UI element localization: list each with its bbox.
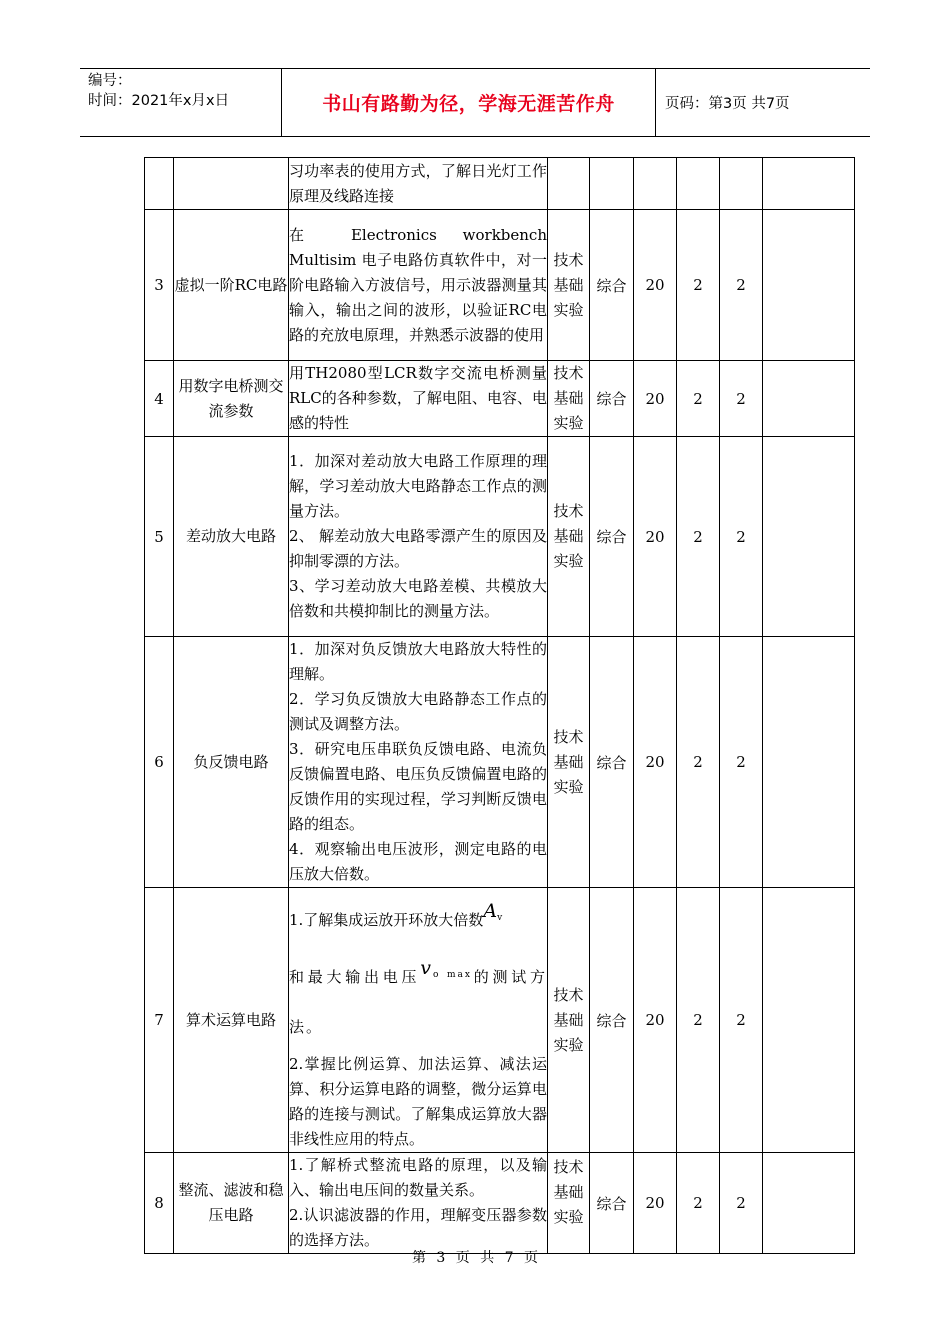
experiment-description: 1.了解桥式整流电路的原理，以及输入、输出电压间的数量关系。 2.认识滤波器的作用，理解变压器参数的选择方法。: [289, 1153, 548, 1254]
cell-value: 2: [720, 437, 763, 637]
row-number: 8: [145, 1153, 174, 1254]
table-row: [145, 888, 855, 1153]
table-row: [145, 361, 855, 437]
experiment-name: [174, 158, 289, 210]
experiment-description: 习功率表的使用方式，了解日光灯工作原理及线路连接: [289, 158, 548, 210]
symbol-av: $A_v$: [483, 900, 503, 923]
cell-value: 2: [677, 210, 720, 361]
cell-value: 20: [634, 637, 677, 888]
table-row: [145, 158, 855, 210]
experiment-type: 技术基础实验: [548, 1153, 590, 1254]
experiment-name: 用数字电桥测交流参数: [174, 361, 289, 437]
cell-value: 20: [634, 1153, 677, 1254]
experiment-description: 1．加深对负反馈放大电路放大特性的理解。 2．学习负反馈放大电路静态工作点的测试及调整方法。 3．研究电压串联负反馈电路、电流负反馈偏置电路、电压负反馈偏置电路的反馈作用的实现过程，学习判断反馈电路的组态。 4．观察输出电压波形，测定电路的电压放大倍数。: [289, 637, 548, 888]
symbol-vomax: $v_{o max}$: [420, 957, 472, 980]
table-row: [145, 637, 855, 888]
cell-value: 2: [677, 888, 720, 1153]
header-motto: 书山有路勤为径，学海无涯苦作舟: [282, 69, 656, 136]
cell-value: 2: [720, 361, 763, 437]
experiment-description: 用TH2080型LCR数字交流电桥测量RLC的各种参数，了解电阻、电容、电感的特性: [289, 361, 548, 437]
experiment-kind: 综合: [590, 361, 634, 437]
header-meta: [80, 69, 282, 136]
row-number: 6: [145, 637, 174, 888]
cell-extra: [763, 437, 855, 637]
cell-extra: [763, 637, 855, 888]
table-row: [145, 1153, 855, 1254]
experiment-description: 1．加深对差动放大电路工作原理的理解，学习差动放大电路静态工作点的测量方法。 2、 解差动放大电路零漂产生的原因及抑制零漂的方法。 3、学习差动放大电路差模、共模放大倍数和共模抑制比的测量方法。: [289, 437, 548, 637]
experiment-type: 技术基础实验: [548, 210, 590, 361]
page-footer: 第 3 页 共 7 页: [411, 1250, 539, 1266]
experiment-kind: [590, 158, 634, 210]
cell-value: [720, 158, 763, 210]
row-number: 5: [145, 437, 174, 637]
experiment-description: 在 Electronics workbench Multisim 电子电路仿真软件中，对一阶电路输入方波信号，用示波器测量其输入，输出之间的波形，以验证RC电路的充放电原理，并熟悉示波器的使用: [289, 210, 548, 361]
cell-value: 20: [634, 437, 677, 637]
cell-value: 2: [677, 1153, 720, 1254]
cell-value: 20: [634, 361, 677, 437]
experiment-type: 技术基础实验: [548, 437, 590, 637]
cell-value: 2: [720, 888, 763, 1153]
experiment-type: 技术基础实验: [548, 888, 590, 1153]
cell-value: 20: [634, 888, 677, 1153]
cell-value: 2: [677, 437, 720, 637]
row-number: 4: [145, 361, 174, 437]
cell-extra: [763, 210, 855, 361]
cell-value: 20: [634, 210, 677, 361]
cell-value: 2: [677, 637, 720, 888]
row-number: 3: [145, 210, 174, 361]
experiment-kind: 综合: [590, 210, 634, 361]
row-number: [145, 158, 174, 210]
experiment-kind: 综合: [590, 437, 634, 637]
cell-extra: [763, 158, 855, 210]
cell-value: [634, 158, 677, 210]
experiment-kind: 综合: [590, 888, 634, 1153]
header-page-info: 页码：第3页 共7页: [665, 96, 790, 112]
cell-extra: [763, 888, 855, 1153]
cell-extra: [763, 361, 855, 437]
cell-value: 2: [677, 361, 720, 437]
time-label: 时间：2021年x月x日: [88, 93, 230, 109]
experiment-type: 技术基础实验: [548, 637, 590, 888]
experiment-name: 负反馈电路: [174, 637, 289, 888]
cell-value: 2: [720, 210, 763, 361]
experiment-kind: 综合: [590, 637, 634, 888]
experiment-name: 整流、滤波和稳压电路: [174, 1153, 289, 1254]
table-row: [145, 437, 855, 637]
row-number: 7: [145, 888, 174, 1153]
experiment-kind: 综合: [590, 1153, 634, 1254]
cell-value: [677, 158, 720, 210]
experiment-type: [548, 158, 590, 210]
experiment-name: 算术运算电路: [174, 888, 289, 1153]
number-label: 编号：: [88, 73, 132, 89]
table-row: [145, 210, 855, 361]
experiment-table: [144, 157, 855, 1254]
cell-value: 2: [720, 1153, 763, 1254]
experiment-description: 1.了解集成运放开环放大倍数$A_v$ 和最大输出电压$v_{o max}$的测试方法。 2.掌握比例运算、加法运算、减法运算、积分运算电路的调整，微分运算电路的连接与测试。了解集成运算放大器非线性应用的特点。: [289, 888, 548, 1153]
cell-extra: [763, 1153, 855, 1254]
experiment-name: 虚拟一阶RC电路: [174, 210, 289, 361]
experiment-name: 差动放大电路: [174, 437, 289, 637]
cell-value: 2: [720, 637, 763, 888]
experiment-type: 技术基础实验: [548, 361, 590, 437]
page-header: [80, 68, 870, 137]
